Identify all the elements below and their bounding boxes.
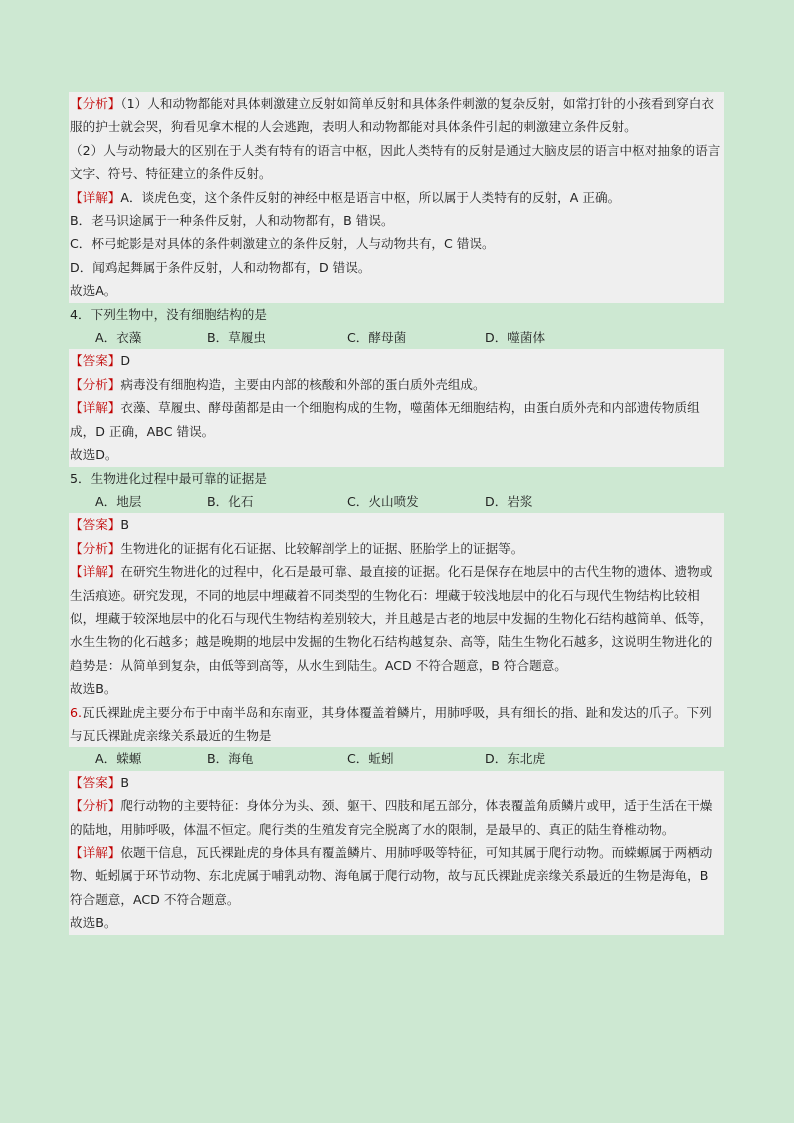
q6-options — [69, 747, 724, 770]
q6-option-d: D．东北虎 — [485, 751, 546, 767]
q6-analysis-row — [69, 794, 724, 841]
q4-choose: 故选D。 — [69, 443, 724, 466]
q6-answer-row — [69, 771, 724, 794]
q5-option-c: C．火山喷发 — [347, 493, 419, 509]
q4-option-b: B．草履虫 — [207, 330, 267, 346]
q6-choose: 故选B。 — [69, 911, 724, 934]
q5-detail: 在研究生物进化的过程中，化石是最可靠、最直接的证据。化石是保存在地层中的古代生物的遗体、遗物或生活痕迹。研究发现，不同的地层中埋藏着不同类型的生物化石：埋藏于较浅地层中的化石与现代生物结构比较相似，埋藏于较深地层中的化石与现代生物结构差别较大，并且越是古老的地层中发掘的生物化石结构越简单、低等，水生生物的化石越多；越是晚期的地层中发掘的生物化石结构越复杂、高等，陆生生物化石越多，这说明生物进化的趋势是：从简单到复杂，由低等到高等，从水生到陆生。ACD 不符合题意，B 符合题意。 — [70, 564, 713, 673]
q4-analysis-row — [69, 373, 724, 396]
q4-answer: D — [120, 353, 131, 369]
analysis-tag: 【分析】 — [70, 798, 121, 814]
q6-stem: 瓦氏裸趾虎主要分布于中南半岛和东南亚，其身体覆盖着鳞片，用肺呼吸，具有细长的指、趾和发达的爪子。下列与瓦氏裸趾虎亲缘关系最近的生物是 — [70, 704, 712, 743]
detail-tag: 【详解】 — [70, 189, 121, 205]
analysis-tag: 【分析】 — [70, 540, 121, 556]
q5-options — [69, 490, 724, 513]
q5-detail-row — [69, 560, 724, 677]
q3-analysis-2: （2）人与动物最大的区别在于人类有特有的语言中枢，因此人类特有的反射是通过大脑皮层的语言中枢对抽象的语言文字、符号、特征建立的条件反射。 — [69, 139, 724, 186]
q6-option-c: C．蚯蚓 — [347, 751, 394, 767]
q5-option-b: B．化石 — [207, 493, 254, 509]
q6-option-a: A．蝾螈 — [95, 751, 142, 767]
q3-analysis-1: （1）人和动物都能对具体刺激建立反射如简单反射和具体条件刺激的复杂反射，如常打针的小孩看到穿白衣服的护士就会哭，狗看见拿木棍的人会逃跑，表明人和动物都能对具体条件引起的刺激建立条件反射。 — [70, 96, 714, 135]
q5-option-a: A．地层 — [95, 493, 142, 509]
document-content — [69, 92, 724, 935]
q4-option-a: A．衣藻 — [95, 330, 142, 346]
q4-answer-row — [69, 349, 724, 372]
q5-option-d: D．岩浆 — [485, 493, 533, 509]
q5-analysis: 生物进化的证据有化石证据、比较解剖学上的证据、胚胎学上的证据等。 — [120, 540, 524, 556]
q5-stem: 5．生物进化过程中最可靠的证据是 — [70, 470, 267, 486]
answer-tag: 【答案】 — [70, 353, 121, 369]
detail-tag: 【详解】 — [70, 400, 121, 416]
q3-choose: 故选A。 — [69, 279, 724, 302]
q5-answer-row — [69, 513, 724, 536]
q6-number: 6. — [70, 704, 83, 720]
q3-detail-c: C．杯弓蛇影是对具体的条件刺激建立的条件反射，人与动物共有，C 错误。 — [69, 232, 724, 255]
q6-stem-row — [69, 701, 724, 748]
analysis-tag: 【分析】 — [70, 96, 121, 111]
q3-detail-d: D．闻鸡起舞属于条件反射，人和动物都有，D 错误。 — [69, 256, 724, 279]
q6-answer: B — [120, 774, 130, 790]
answer-tag: 【答案】 — [70, 774, 121, 790]
q5-answer: B — [120, 517, 130, 533]
q6-option-b: B．海龟 — [207, 751, 254, 767]
q3-detail-b: B．老马识途属于一种条件反射，人和动物都有，B 错误。 — [69, 209, 724, 232]
q6-analysis: 爬行动物的主要特征：身体分为头、颈、躯干、四肢和尾五部分，体表覆盖角质鳞片或甲，适于生活在干燥的陆地，用肺呼吸，体温不恒定。爬行类的生殖发育完全脱离了水的限制，是最早的、真正的陆生脊椎动物。 — [70, 798, 713, 837]
q3-analysis-block — [69, 92, 724, 139]
q4-detail-row — [69, 396, 724, 443]
analysis-tag: 【分析】 — [70, 376, 121, 392]
q4-detail: 衣藻、草履虫、酵母菌都是由一个细胞构成的生物，噬菌体无细胞结构，由蛋白质外壳和内部遗传物质组成，D 正确，ABC 错误。 — [70, 400, 700, 439]
q5-choose: 故选B。 — [69, 677, 724, 700]
q5-analysis-row — [69, 537, 724, 560]
q6-detail: 依题干信息，瓦氏裸趾虎的身体具有覆盖鳞片、用肺呼吸等特征，可知其属于爬行动物。而蝾螈属于两栖动物、蚯蚓属于环节动物、东北虎属于哺乳动物、海龟属于爬行动物，故与瓦氏裸趾虎亲缘关系最近的生物是海龟，B 符合题意，ACD 不符合题意。 — [70, 845, 713, 907]
q6-detail-row — [69, 841, 724, 911]
q4-option-c: C．酵母菌 — [347, 330, 407, 346]
q3-detail-a: A．谈虎色变，这个条件反射的神经中枢是语言中枢，所以属于人类特有的反射，A 正确。 — [120, 189, 621, 205]
q4-stem: 4．下列生物中，没有细胞结构的是 — [70, 306, 267, 322]
answer-tag: 【答案】 — [70, 517, 121, 533]
detail-tag: 【详解】 — [70, 845, 121, 860]
q4-options — [69, 326, 724, 349]
q4-analysis: 病毒没有细胞构造，主要由内部的核酸和外部的蛋白质外壳组成。 — [120, 376, 486, 392]
detail-tag: 【详解】 — [70, 564, 121, 580]
q4-option-d: D．噬菌体 — [485, 330, 546, 346]
q3-detail-a-row — [69, 186, 724, 209]
